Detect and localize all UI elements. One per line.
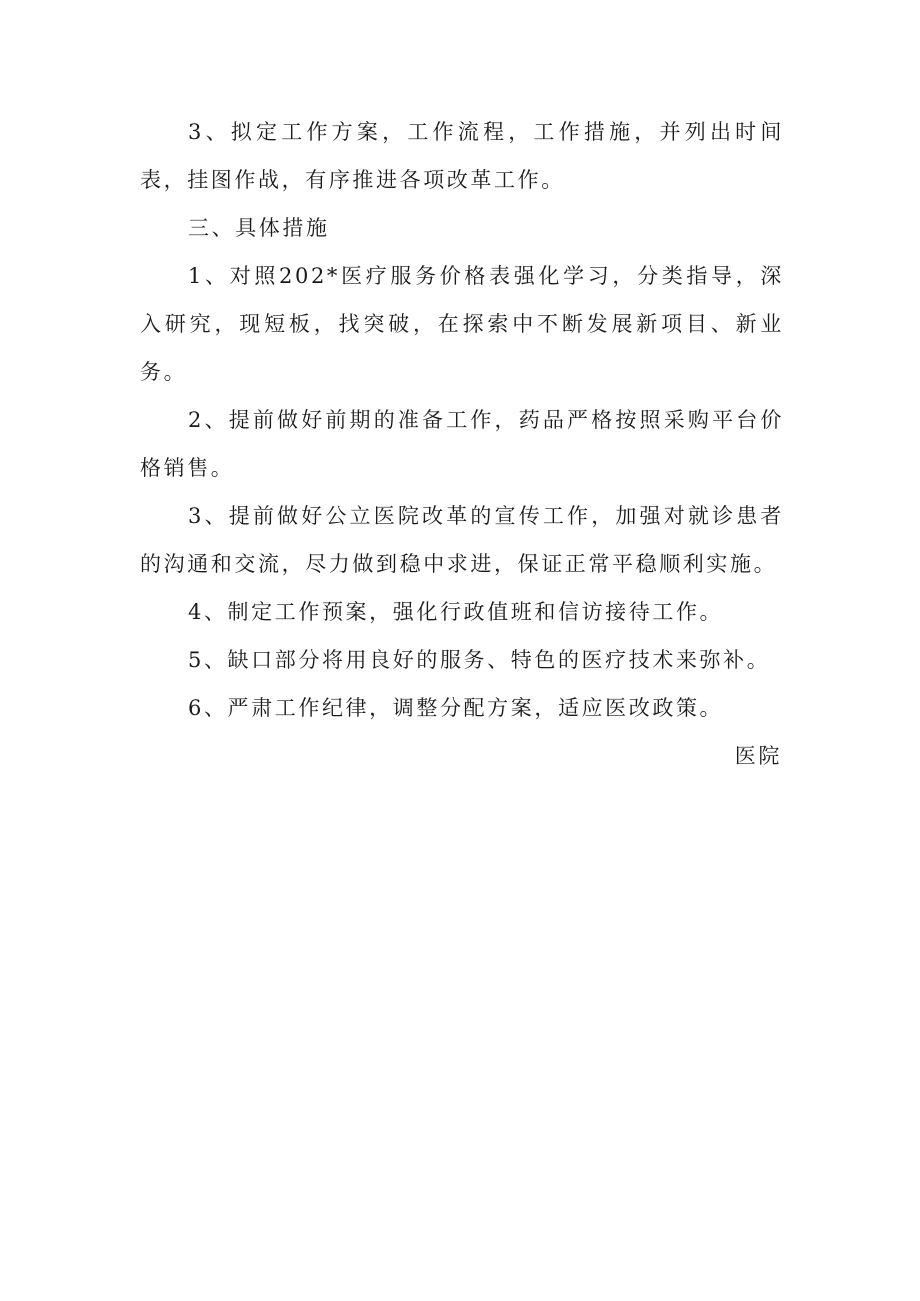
section-heading: 三、具体措施 bbox=[188, 216, 330, 240]
measure-item-1: 1、对照202*医疗服务价格表强化学习，分类指导，深入研究，现短板，找突破，在探索中不断发展新项目、新业务。 bbox=[140, 264, 784, 384]
measure-item-6: 6、严肃工作纪律，调整分配方案，适应医改政策。 bbox=[188, 696, 724, 720]
paragraph-work-plan: 3、拟定工作方案，工作流程，工作措施，并列出时间表，挂图作战，有序推进各项改革工作。 bbox=[140, 120, 784, 192]
measure-item-3: 3、提前做好公立医院改革的宣传工作，加强对就诊患者的沟通和交流，尽力做到稳中求进，保证正常平稳顺利实施。 bbox=[140, 504, 784, 576]
document-body bbox=[140, 108, 784, 780]
signature: 医院 bbox=[734, 744, 782, 768]
measure-item-2: 2、提前做好前期的准备工作，药品严格按照采购平台价格销售。 bbox=[140, 408, 784, 480]
measure-item-4: 4、制定工作预案，强化行政值班和信访接待工作。 bbox=[188, 600, 724, 624]
measure-item-5: 5、缺口部分将用良好的服务、特色的医疗技术来弥补。 bbox=[188, 648, 771, 672]
